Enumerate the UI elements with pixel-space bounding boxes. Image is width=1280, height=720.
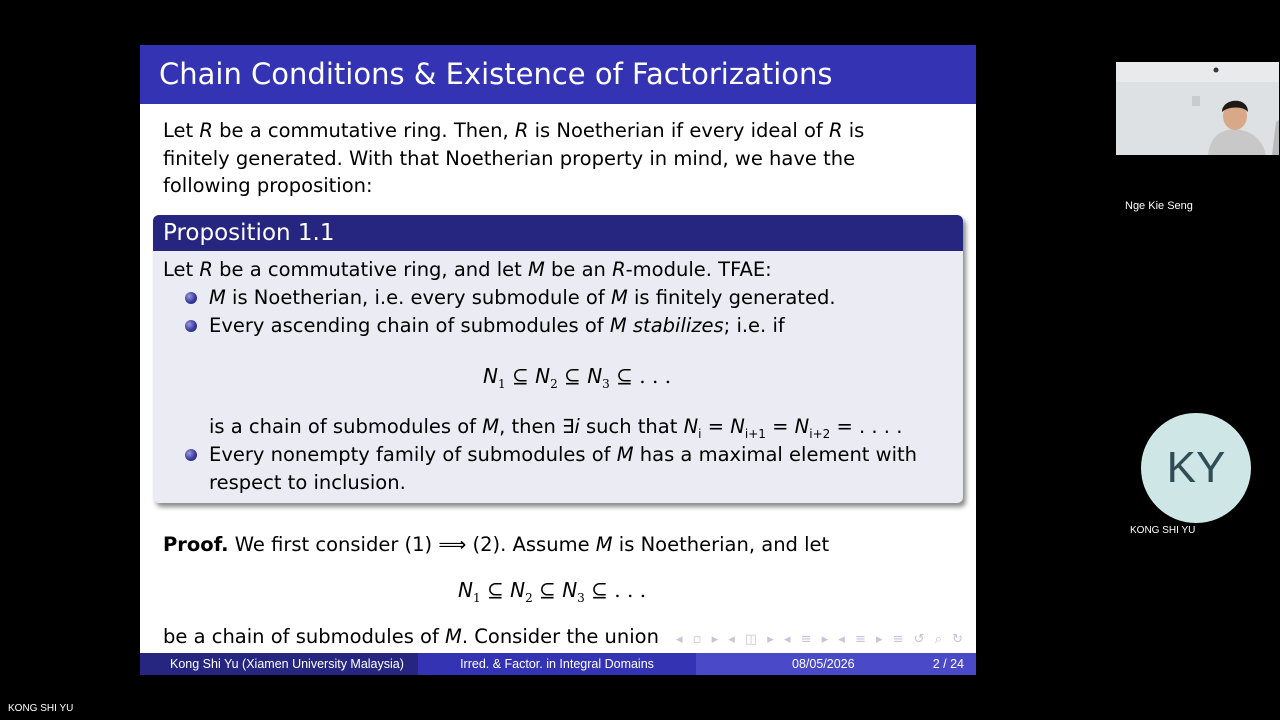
bullet-icon [185, 320, 197, 332]
condition-1: M is Noetherian, i.e. every submodule of M is finitely generated. [209, 286, 836, 309]
proof-chain-formula: $N_1$ ⊆ $N_2$ ⊆ $N_3$ ⊆ . . . [458, 578, 647, 605]
bullet-icon [185, 449, 197, 461]
footer-author: Kong Shi Yu (Xiamen University Malaysia) [140, 653, 418, 675]
self-view-name-label: KONG SHI YU [8, 703, 74, 714]
participant-name-label: Nge Kie Seng [1125, 200, 1193, 212]
footer-date-page [696, 653, 976, 675]
bullet-icon [185, 292, 197, 304]
presentation-slide [140, 45, 976, 675]
proposition-block [153, 215, 963, 503]
footer-page-number: 2 / 24 [932, 657, 964, 671]
condition-3: Every nonempty family of submodules of M has a maximal element with respect to inclusion. [209, 443, 918, 494]
participant-video-icon [1116, 62, 1279, 155]
condition-2: Every ascending chain of submodules of M stabilizes; i.e. if [209, 314, 785, 337]
proof-line: Proof. We first consider (1) ⟹ (2). Assume M is Noetherian, and let [163, 533, 830, 556]
proposition-statement: Let R be a commutative ring, and let M be an R-module. TFAE: [163, 258, 772, 281]
avatar[interactable]: KY [1141, 413, 1251, 523]
condition-2-continued: is a chain of submodules of M, then ∃i such that $N_i = N_{i+1} = N_{i+2}$ = . . . . [209, 415, 903, 441]
chain-formula: $N_1$ ⊆ $N_2$ ⊆ $N_3$ ⊆ . . . [483, 364, 672, 391]
participant-name-label: KONG SHI YU [1130, 525, 1196, 536]
proof-last-line: be a chain of submodules of M. Consider the union [163, 625, 659, 648]
participant-video-tile[interactable] [1116, 62, 1279, 155]
slide-footer [140, 653, 976, 675]
proposition-heading: Proposition 1.1 [153, 215, 963, 251]
footer-date: 08/05/2026 [792, 657, 855, 671]
intro-paragraph: Let R be a commutative ring. Then, R is Noetherian if every ideal of R is finitely generated. With that Noetherian property in mind, we have the following proposition: [163, 119, 865, 197]
slide-title: Chain Conditions & Existence of Factorizations [140, 45, 976, 104]
beamer-navigation-icons[interactable]: ◂ ▫ ▸ ◂ ◫ ▸ ◂ ≡ ▸ ◂ ≡ ▸ ≡ ↺ ⌕ ↻ [675, 632, 966, 647]
footer-short-title: Irred. & Factor. in Integral Domains [418, 653, 696, 675]
